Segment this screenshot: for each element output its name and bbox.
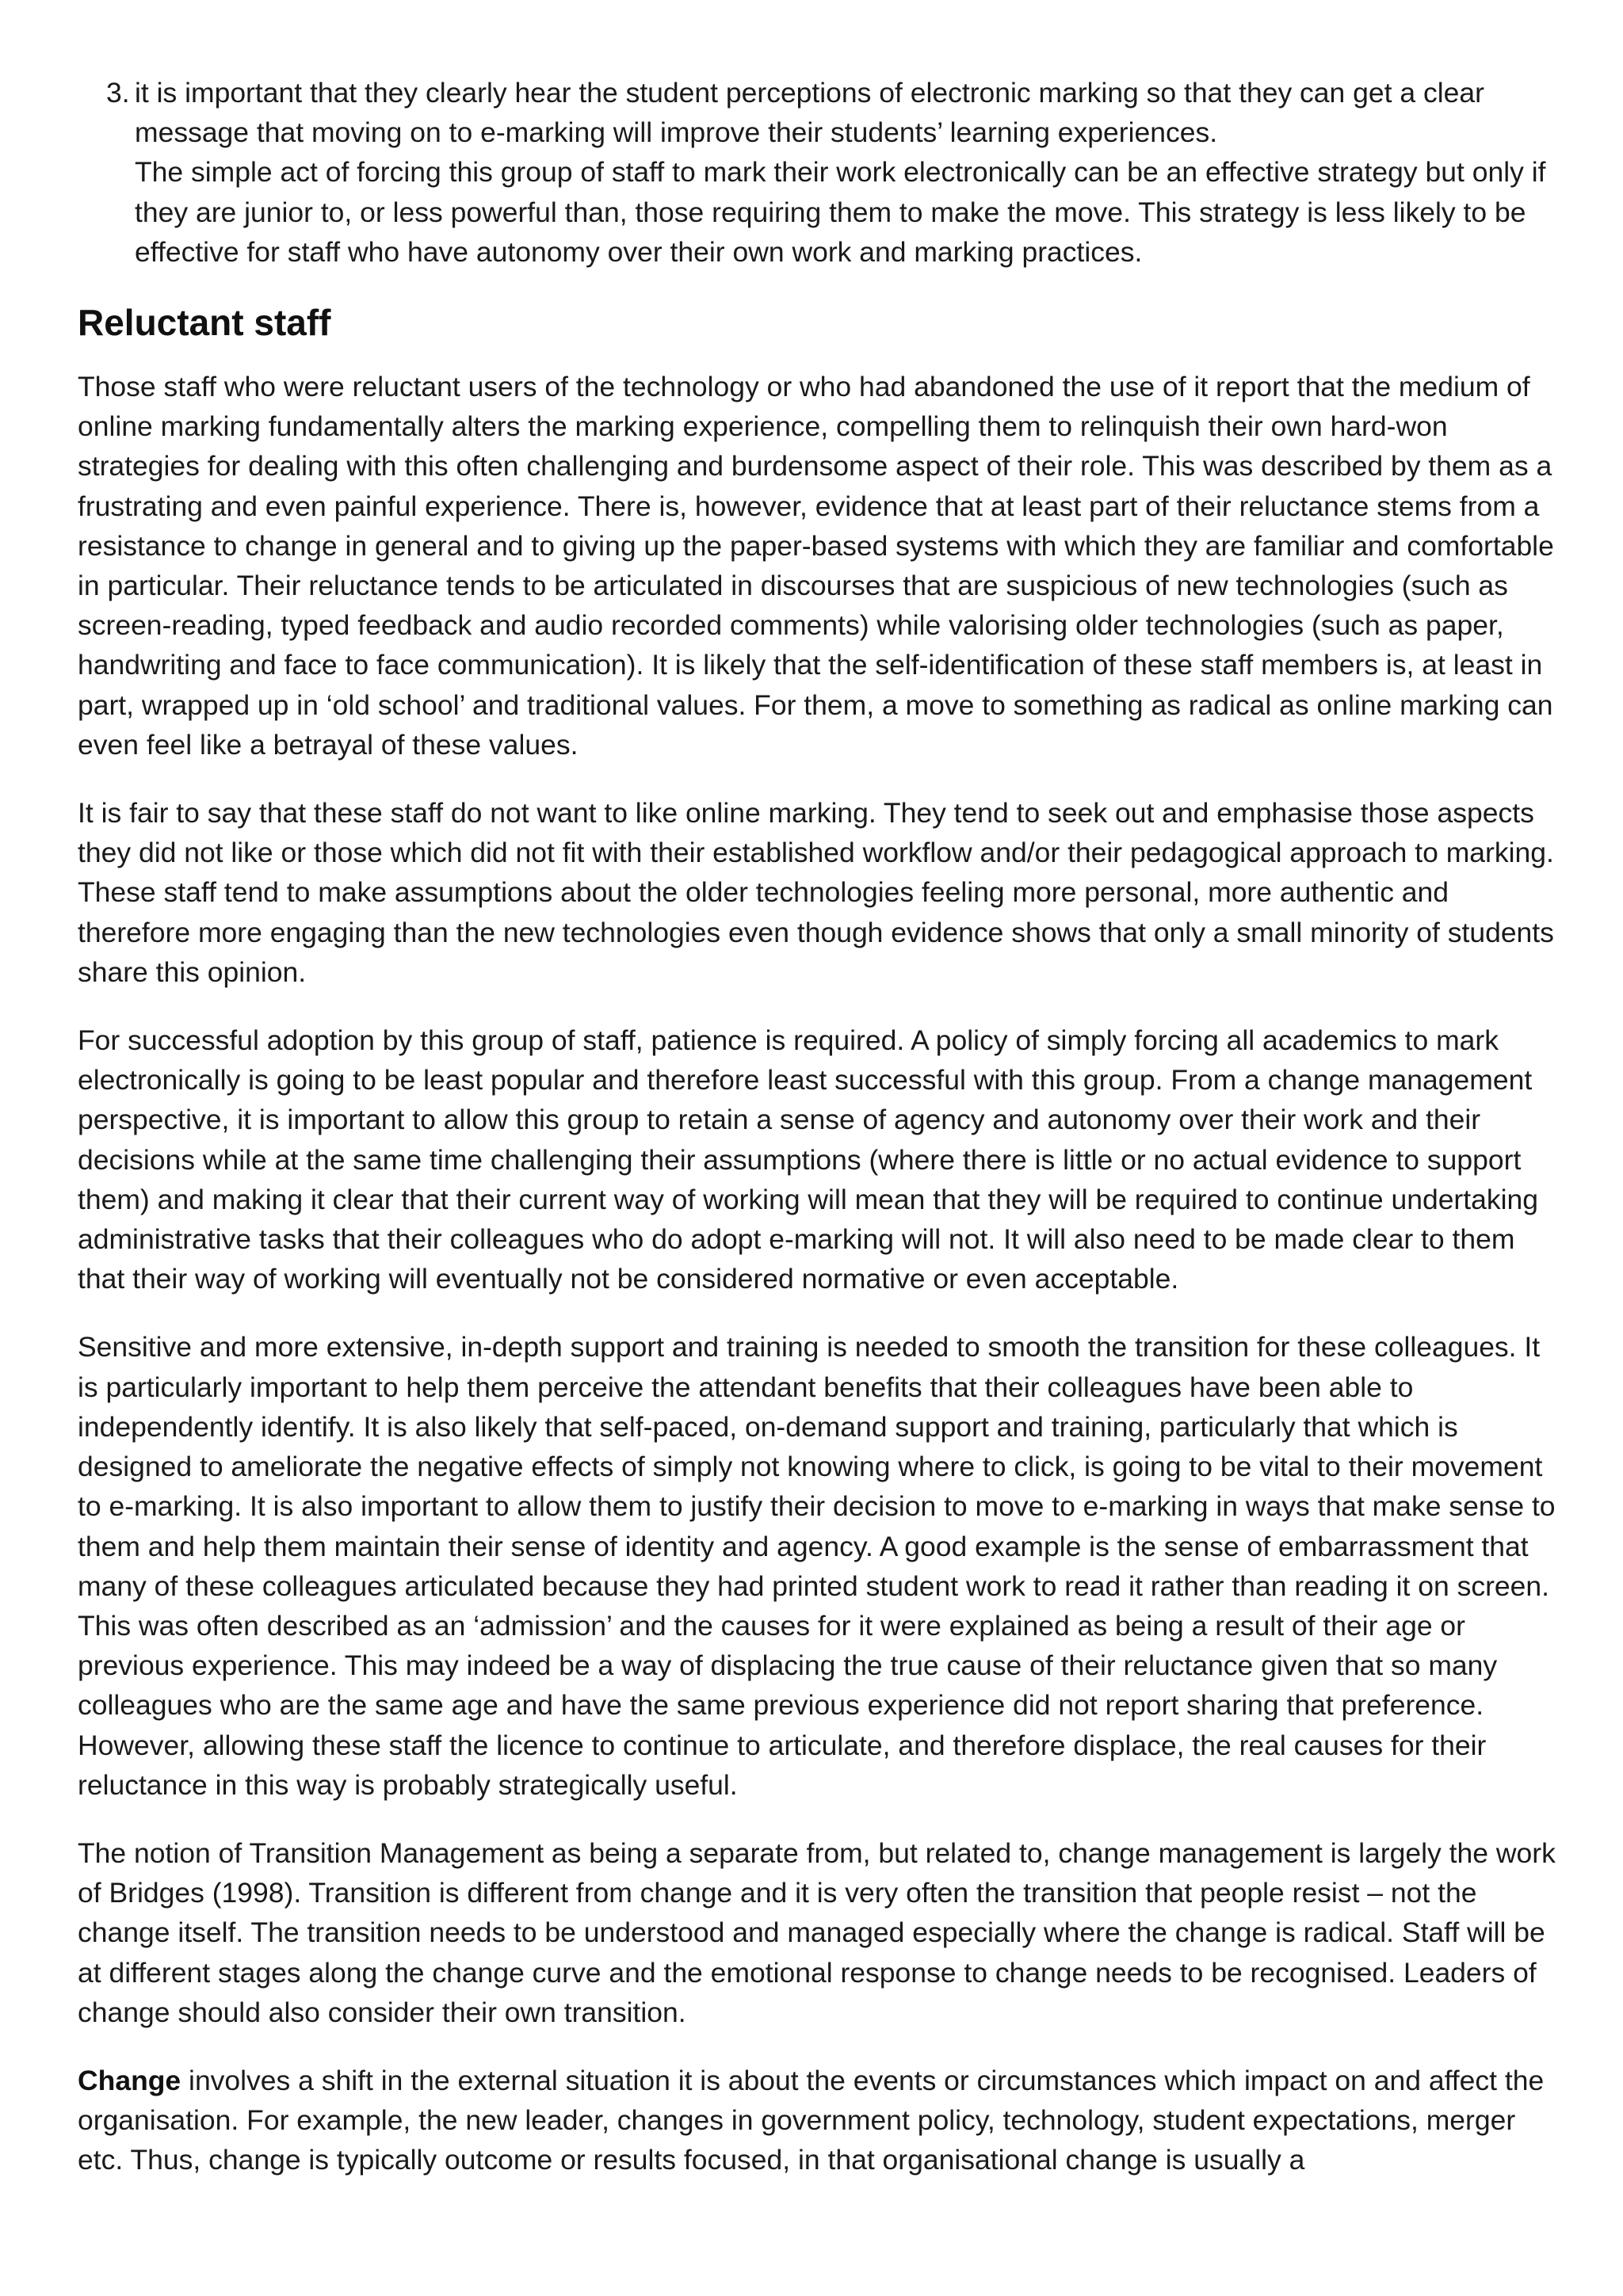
numbered-list-item <box>78 73 1568 272</box>
paragraph: It is fair to say that these staff do not want to like online marking. They tend to seek out and emphasise those aspects they did not like or those which did not fit with their established workflow and/or their pedagogical approach to marking. These staff tend to make assumptions about the older technologies feeling more personal, more authentic and therefore more engaging than the new technologies even though evidence shows that only a small minority of students share this opinion. <box>78 797 1554 988</box>
list-number: 3. <box>106 77 130 109</box>
page-content <box>78 73 1568 2209</box>
paragraph-change <box>78 2061 1568 2180</box>
paragraph: Those staff who were reluctant users of the technology or who had abandoned the use of it report that the medium of online marking fundamentally alters the marking experience, compelling them to relinquish their own hard-won strategies for dealing with this often challenging and burdensome aspect of their role. This was described by them as a frustrating and even painful experience. There is, however, evidence that at least part of their reluctance stems from a resistance to change in general and to giving up the paper-based systems with which they are familiar and comfortable in particular. Their reluctance tends to be articulated in discourses that are suspicious of new technologies (such as screen-reading, typed feedback and audio recorded comments) while valorising older technologies (such as paper, handwriting and face to face communication). It is likely that the self-identification of these staff members is, at least in part, wrapped up in ‘old school’ and traditional values. For them, a move to something as radical as online marking can even feel like a betrayal of these values. <box>78 371 1554 761</box>
section-heading: Reluctant staff <box>78 302 331 344</box>
paragraph-text: involves a shift in the external situation it is about the events or circumstances which impact on and affect the organisation. For example, the new leader, changes in government policy, technology, student expectations, merger etc. Thus, change is typically outcome or results focused, in that organisational change is usually a <box>78 2064 1545 2176</box>
paragraph: Sensitive and more extensive, in-depth support and training is needed to smooth the transition for these colleagues. It is particularly important to help them perceive the attendant benefits that their colleagues have been able to independently identify. It is also likely that self-paced, on-demand support and training, particularly that which is designed to ameliorate the negative effects of simply not knowing where to click, is going to be vital to their movement to e-marking. It is also important to allow them to justify their decision to move to e-marking in ways that make sense to them and help them maintain their sense of identity and agency. A good example is the sense of embarrassment that many of these colleagues articulated because they had printed student work to read it rather than reading it on screen. This was often described as an ‘admission’ and the causes for it were explained as being a result of their age or previous experience. This may indeed be a way of displacing the true cause of their reluctance given that so many colleagues who are the same age and have the same previous experience did not report sharing that preference. However, allowing these staff the licence to continue to articulate, and therefore displace, the real causes for their reluctance in this way is probably strategically useful. <box>78 1331 1556 1801</box>
list-item-continuation: The simple act of forcing this group of staff to mark their work electronically can be an effective strategy but only if they are junior to, or less powerful than, those requiring them to make the move. This strategy is less likely to be effective for staff who have autonomy over their own work and marking practices. <box>135 156 1546 268</box>
list-item-text: it is important that they clearly hear the student perceptions of electronic marking so that they can get a clear message that moving on to e-marking will improve their students’ learning experiences. <box>135 77 1484 149</box>
paragraph: The notion of Transition Management as being a separate from, but related to, change management is largely the work of Bridges (1998). Transition is different from change and it is very often the transition that people resist – not the change itself. The transition needs to be understood and managed especially where the change is radical. Staff will be at different stages along the change curve and the emotional response to change needs to be recognised. Leaders of change should also consider their own transition. <box>78 1836 1556 2028</box>
bold-term: Change <box>78 2064 181 2096</box>
list-item-body <box>135 73 1568 272</box>
paragraph: For successful adoption by this group of staff, patience is required. A policy of simply forcing all academics to mark electronically is going to be least popular and therefore least successful with this group. From a change management perspective, it is important to allow this group to retain a sense of agency and autonomy over their work and their decisions while at the same time challenging their assumptions (where there is little or no actual evidence to support them) and making it clear that their current way of working will mean that they will be required to continue undertaking administrative tasks that their colleagues who do adopt e-marking will not. It will also need to be made clear to them that their way of working will eventually not be considered normative or even acceptable. <box>78 1024 1538 1295</box>
